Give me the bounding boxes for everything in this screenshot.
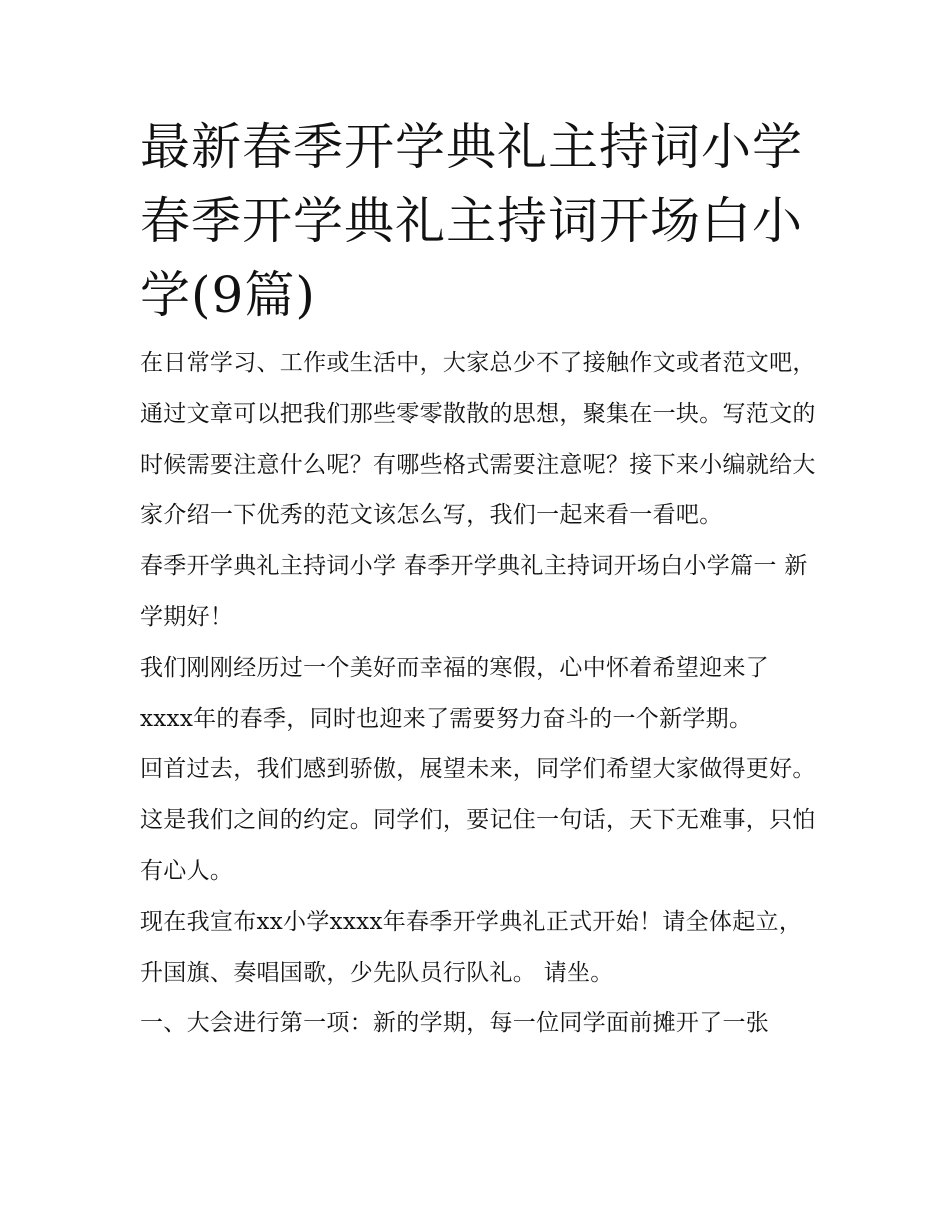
document-title: 最新春季开学典礼主持词小学春季开学典礼主持词开场白小学(9篇) <box>140 118 803 324</box>
paragraph-intro: 在日常学习、工作或生活中，大家总少不了接触作文或者范文吧，通过文章可以把我们那些零零散散的思想，聚集在一块。写范文的时候需要注意什么呢？有哪些格式需要注意呢？接下来小编就给大家介绍一下优秀的范文该怎么写，我们一起来看一看吧。 <box>140 350 816 529</box>
paragraph-reflection: 回首过去，我们感到骄傲，展望未来，同学们希望大家做得更好。这是我们之间的约定。同学们，要记住一句话，天下无难事，只怕有心人。 <box>140 756 816 884</box>
paragraph-section-heading: 春季开学典礼主持词小学 春季开学典礼主持词开场白小学篇一 新学期好！ <box>140 553 808 630</box>
paragraph-opening: 我们刚刚经历过一个美好而幸福的寒假，心中怀着希望迎来了xxxx年的春季，同时也迎来了需要努力奋斗的一个新学期。 <box>140 654 770 732</box>
document-body <box>140 110 820 1049</box>
paragraph-announcement: 现在我宣布xx小学xxxx年春季开学典礼正式开始！请全体起立，升国旗、奏唱国歌，少先队员行队礼。 请坐。 <box>140 908 803 986</box>
paragraph-agenda-item: 一、大会进行第一项：新的学期，每一位同学面前摊开了一张 <box>140 1010 770 1037</box>
